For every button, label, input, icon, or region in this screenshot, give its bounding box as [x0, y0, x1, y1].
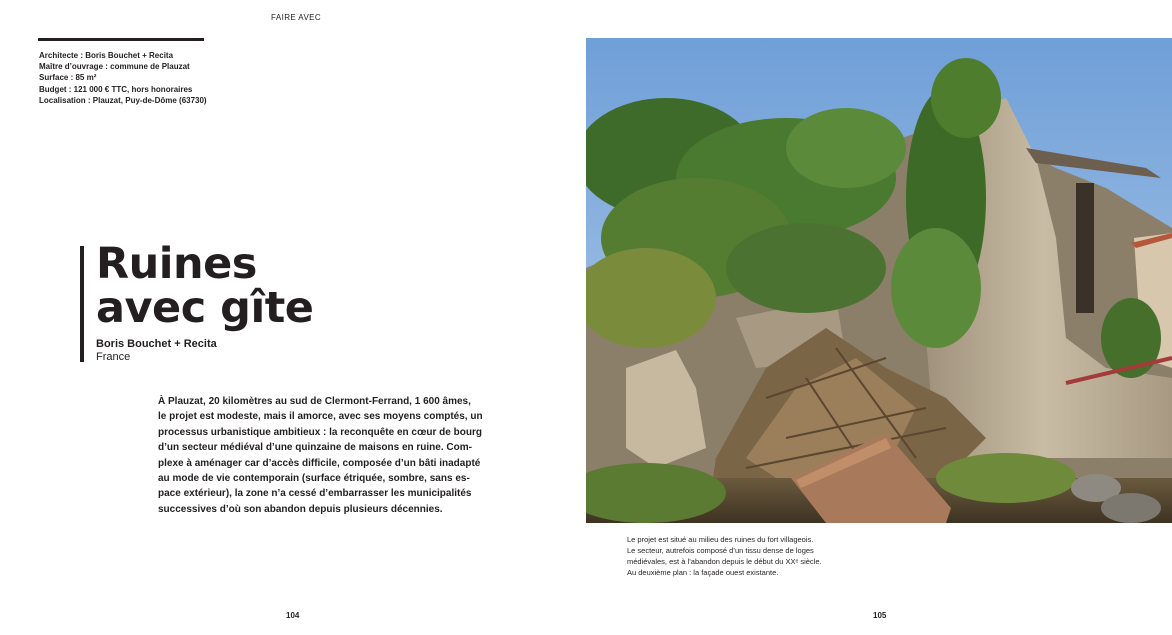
- body-line: plexe à aménager car d’accès difficile, composée d’un bâti inadapté: [158, 457, 481, 469]
- caption-line: Au deuxième plan : la façade ouest existante.: [627, 568, 779, 577]
- credit-client: Maître d’ouvrage : commune de Plauzat: [39, 62, 190, 72]
- photo-caption: [627, 534, 822, 578]
- body-line: le projet est modeste, mais il amorce, avec ses moyens comptés, un: [158, 411, 483, 423]
- title-line-2: avec gîte: [96, 283, 314, 333]
- credit-location: Localisation : Plauzat, Puy-de-Dôme (63730): [39, 95, 207, 105]
- ruins-photo: [586, 38, 1172, 523]
- title-bar: [80, 246, 84, 362]
- article-author: Boris Bouchet + Recita: [96, 338, 217, 350]
- body-line: au mode de vie contemporain (surface étriquée, sombre, sans es-: [158, 473, 470, 485]
- top-rule: [38, 38, 204, 41]
- body-line: À Plauzat, 20 kilomètres au sud de Clermont-Ferrand, 1 600 âmes,: [158, 396, 471, 407]
- credit-architect: Architecte : Boris Bouchet + Recita: [39, 51, 174, 60]
- body-line: successives d’où son abandon depuis plusieurs décennies.: [158, 503, 443, 515]
- credit-budget: Budget : 121 000 € TTC, hors honoraires: [39, 84, 193, 94]
- page-number-left: 104: [286, 611, 300, 620]
- body-line: processus urbanistique ambitieux : la reconquête en cœur de bourg: [158, 426, 482, 438]
- article-body: [158, 394, 508, 517]
- page-number-right: 105: [873, 611, 887, 620]
- caption-line: médiévales, est à l’abandon depuis le début du XXᵉ siècle.: [627, 557, 822, 566]
- ruins-photo-illustration: [586, 38, 1172, 523]
- body-line: pace extérieur), la zone n’a cessé d’embarrasser les municipalités: [158, 488, 472, 500]
- credits-block: [39, 50, 207, 106]
- title-line-1: Ruines: [96, 239, 257, 289]
- section-label: FAIRE AVEC: [271, 13, 322, 22]
- body-line: d’un secteur médiéval d’une quinzaine de maisons en ruine. Com-: [158, 442, 472, 454]
- article-title: [96, 239, 314, 333]
- credit-surface: Surface : 85 m²: [39, 73, 97, 83]
- caption-line: Le secteur, autrefois composé d’un tissu dense de loges: [627, 546, 814, 555]
- article-country: France: [96, 351, 131, 363]
- caption-line: Le projet est situé au milieu des ruines du fort villageois.: [627, 535, 814, 544]
